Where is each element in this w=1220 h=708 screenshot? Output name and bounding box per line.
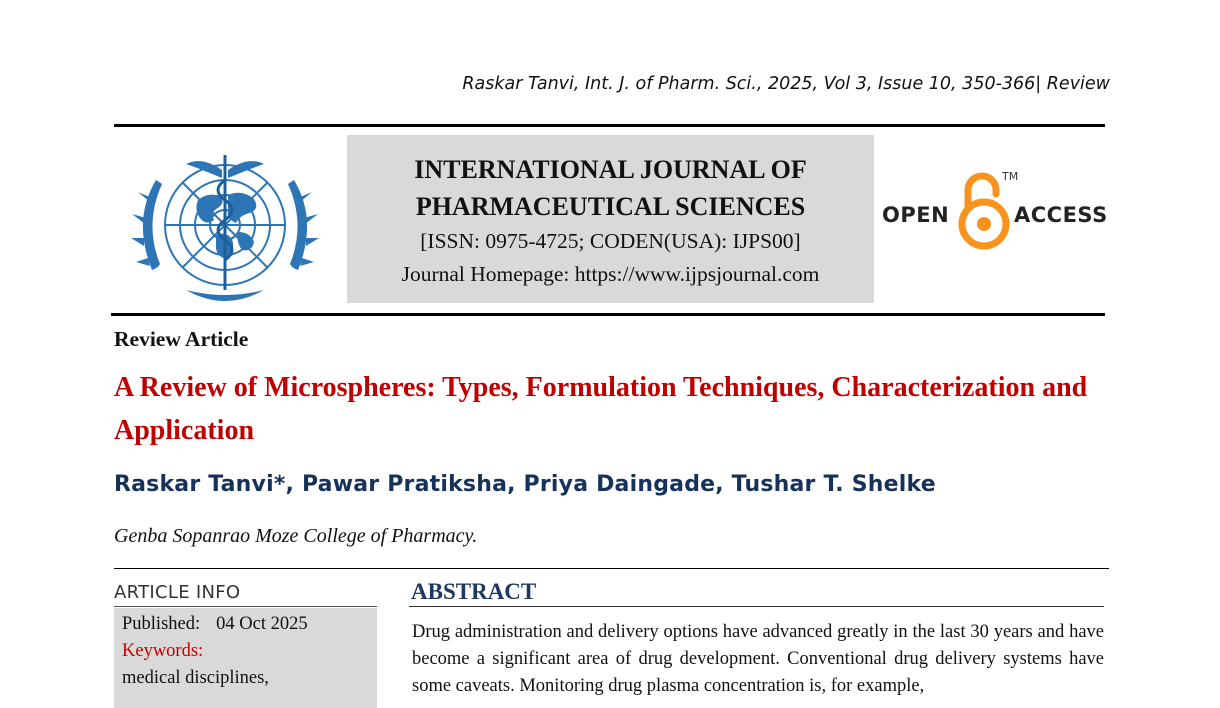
open-access-logo: [880, 168, 1110, 250]
header-bottom-rule: [111, 313, 1105, 316]
journal-issn: [ISSN: 0975-4725; CODEN(USA): IJPS00]: [420, 229, 801, 253]
article-info-heading: ARTICLE INFO: [114, 582, 241, 603]
keyword-item: medical disciplines,: [122, 668, 269, 688]
published-label: Published:: [122, 614, 201, 634]
published-row: [122, 611, 377, 638]
running-head: Raskar Tanvi, Int. J. of Pharm. Sci., 2025, Vol 3, Issue 10, 350-366| Review: [462, 74, 1110, 94]
article-info-rule: [114, 606, 377, 607]
open-access-word-open: OPEN: [882, 203, 950, 227]
abstract-heading: ABSTRACT: [411, 579, 537, 604]
open-access-trademark: TM: [1002, 170, 1019, 183]
open-access-word-access: ACCESS: [1014, 203, 1108, 227]
affiliation-rule: [114, 568, 1109, 569]
article-info-box: [114, 608, 377, 708]
author-affiliation: Genba Sopanrao Moze College of Pharmacy.: [114, 525, 478, 547]
journal-title-line2: PHARMACEUTICAL SCIENCES: [415, 192, 806, 221]
abstract-text: Drug administration and delivery options have advanced greatly in the last 30 years and have become a significant area of drug development. Conventional drug delivery systems have some caveats. Monitoring drug plasma concentration is, for example,: [412, 622, 1104, 696]
published-date: 04 Oct 2025: [216, 614, 308, 634]
abstract-rule: [409, 606, 1104, 607]
caduceus-globe-emblem-icon: [126, 140, 324, 306]
journal-name-box: [347, 135, 874, 303]
journal-title-line1: INTERNATIONAL JOURNAL OF: [414, 155, 807, 184]
header-top-rule: [114, 124, 1105, 127]
journal-homepage: Journal Homepage: https://www.ijpsjournal.com: [401, 262, 820, 286]
article-title: A Review of Microspheres: Types, Formulation Techniques, Characterization and Application: [114, 372, 1088, 446]
article-type: Review Article: [114, 327, 249, 351]
author-list: Raskar Tanvi*, Pawar Pratiksha, Priya Daingade, Tushar T. Shelke: [114, 472, 936, 497]
keywords-label: Keywords:: [122, 641, 204, 661]
